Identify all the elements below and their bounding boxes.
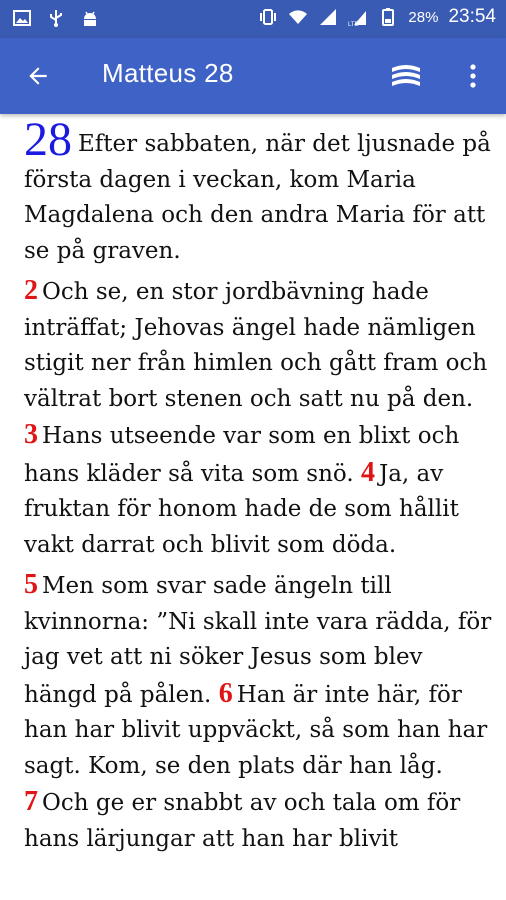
verse-number[interactable]: 7 xyxy=(24,786,38,817)
wifi-icon xyxy=(288,7,308,27)
battery-icon xyxy=(378,7,398,27)
chapter-text xyxy=(24,113,494,861)
verse-number[interactable]: 4 xyxy=(361,456,375,488)
more-options-button[interactable] xyxy=(458,56,488,96)
verse-text: Ja, av fruktan för honom hade de som hållit vakt darrat och blivit som döda. xyxy=(24,460,459,558)
books-stack-icon xyxy=(388,62,424,92)
more-vert-icon xyxy=(469,63,477,89)
image-icon xyxy=(12,8,32,28)
verse-text: Men som svar sade ängeln till kvinnorna: ”Ni skall inte vara rädda, för jag vet att ni söker Jesus som blev hängd på pålen. xyxy=(24,573,492,708)
clock: 23:54 xyxy=(448,6,496,27)
notification-icons xyxy=(12,8,100,28)
verse-number[interactable]: 5 xyxy=(24,569,38,600)
verse-text: Efter sabbaten, när det ljusnade på första dagen i veckan, kom Maria Magdalena och den andra Maria för att se på graven. xyxy=(24,131,491,264)
page-title: Matteus 28 xyxy=(102,58,234,88)
books-button[interactable] xyxy=(384,58,428,96)
back-button[interactable] xyxy=(18,56,58,96)
paragraph xyxy=(24,113,494,269)
verse-text: Och ge er snabbt av och tala om för hans lärjungar att han har blivit xyxy=(24,790,461,852)
status-bar xyxy=(0,0,506,38)
paragraph xyxy=(24,567,494,857)
system-icons xyxy=(258,6,496,28)
paragraph xyxy=(24,273,494,563)
usb-icon xyxy=(46,8,66,28)
verse-text: Och se, en stor jordbävning hade inträffat; Jehovas ängel hade nämligen stigit ner från himlen och gått fram och vältrat bort stenen och satt nu på den. xyxy=(24,279,488,412)
verse-number[interactable]: 2 xyxy=(24,275,38,306)
chapter-number: 28 xyxy=(24,113,72,166)
arrow-left-icon xyxy=(25,63,51,89)
verse-number[interactable]: 6 xyxy=(218,677,233,709)
verse-number[interactable]: 3 xyxy=(24,419,38,450)
app-bar xyxy=(0,38,506,114)
battery-percent: 28% xyxy=(408,8,439,26)
lte-signal-icon xyxy=(348,7,368,27)
android-icon xyxy=(80,8,100,28)
vibrate-icon xyxy=(258,7,278,27)
signal-icon xyxy=(318,7,338,27)
svg-text:LTE: LTE xyxy=(348,22,359,27)
verse-text: Han är inte här, för han har blivit uppväckt, så som han har sagt. Kom, se den plats där han låg. xyxy=(24,681,488,779)
verse-text: Hans utseende var som en blixt och hans kläder så vita som snö. xyxy=(24,423,460,487)
